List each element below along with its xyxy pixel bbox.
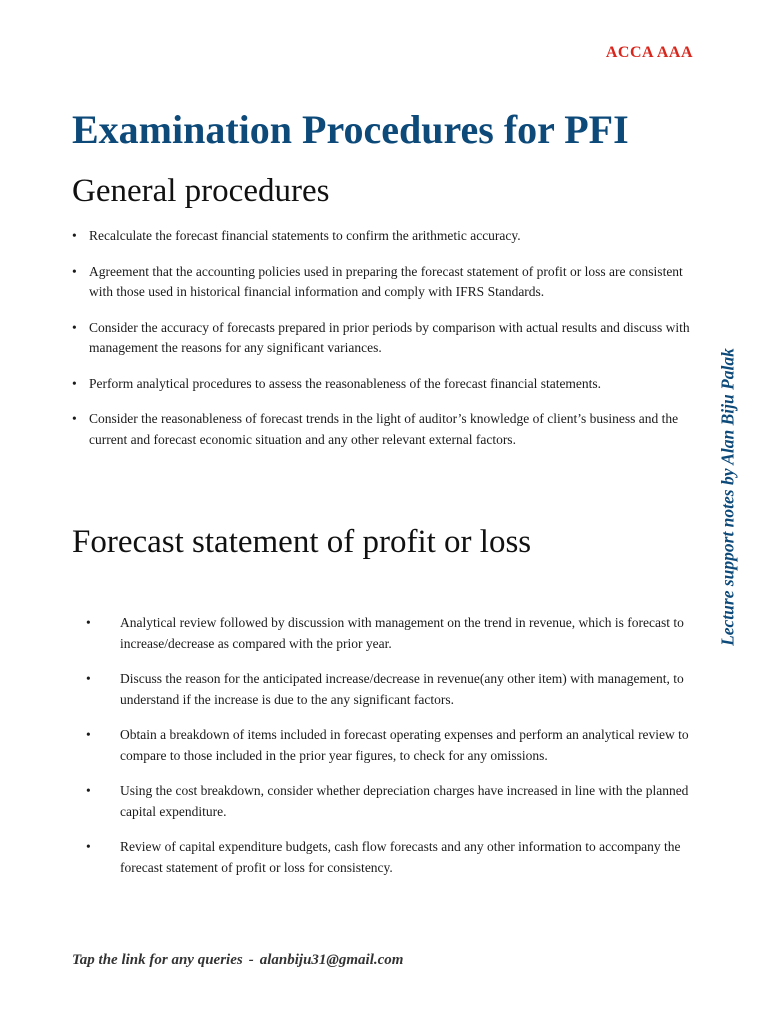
bullet-icon: • bbox=[72, 375, 77, 391]
bullet-icon: • bbox=[72, 319, 77, 335]
list-item bbox=[86, 781, 692, 822]
list-item-text: Obtain a breakdown of items included in forecast operating expenses and perform an analytical review to compare to those included in the prior year figures, to check for any omissions. bbox=[120, 727, 689, 763]
list-item bbox=[86, 837, 692, 878]
list-item bbox=[72, 409, 692, 450]
course-tag: ACCA AAA bbox=[605, 44, 693, 61]
section-heading-general: General procedures bbox=[72, 173, 330, 209]
bullet-icon: • bbox=[86, 727, 91, 742]
bullet-icon: • bbox=[86, 783, 91, 798]
list-item bbox=[72, 262, 692, 303]
page-title: Examination Procedures for PFI bbox=[72, 107, 629, 152]
footer-separator: - bbox=[248, 952, 254, 968]
bullet-icon: • bbox=[86, 615, 91, 630]
list-item-text: Consider the reasonableness of forecast trends in the light of auditor’s knowledge of client’s business and the current and forecast economic situation and any other relevant external factors. bbox=[89, 411, 679, 447]
author-side-note: Lecture support notes by Alan Biju Palak bbox=[717, 348, 738, 646]
list-item bbox=[86, 613, 692, 654]
bullet-icon: • bbox=[72, 228, 77, 243]
bullet-icon: • bbox=[86, 839, 91, 854]
contact-email-link[interactable]: alanbiju31@gmail.com bbox=[259, 952, 404, 968]
list-item-text: Consider the accuracy of forecasts prepared in prior periods by comparison with actual results and discuss with management the reasons for any significant variances. bbox=[89, 319, 690, 355]
forecast-procedures-list bbox=[86, 613, 692, 893]
bullet-icon: • bbox=[72, 263, 77, 279]
list-item bbox=[72, 374, 692, 395]
list-item-text: Discuss the reason for the anticipated increase/decrease in revenue(any other item) with management, to understand if the increase is due to the any significant factors. bbox=[120, 671, 684, 707]
list-item-text: Using the cost breakdown, consider whether depreciation charges have increased in line with the planned capital expenditure. bbox=[120, 783, 689, 819]
list-item-text: Recalculate the forecast financial statements to confirm the arithmetic accuracy. bbox=[89, 228, 521, 243]
list-item-text: Review of capital expenditure budgets, cash flow forecasts and any other information to accompany the forecast statement of profit or loss for consistency. bbox=[120, 839, 681, 875]
list-item bbox=[86, 669, 692, 710]
footer-text: Tap the link for any queries bbox=[72, 952, 243, 968]
general-procedures-list bbox=[72, 226, 692, 465]
list-item-text: Perform analytical procedures to assess the reasonableness of the forecast financial statements. bbox=[89, 375, 602, 391]
bullet-icon: • bbox=[72, 411, 77, 426]
list-item-text: Analytical review followed by discussion with management on the trend in revenue, which is forecast to increase/decrease as compared with the prior year. bbox=[120, 615, 684, 651]
list-item bbox=[86, 725, 692, 766]
list-item-text: Agreement that the accounting policies used in preparing the forecast statement of profit or loss are consistent with those used in historical financial information and comply with IFRS Standards. bbox=[89, 263, 683, 299]
footer bbox=[72, 952, 403, 969]
bullet-icon: • bbox=[86, 671, 91, 686]
list-item bbox=[72, 226, 692, 247]
list-item bbox=[72, 318, 692, 359]
section-heading-forecast: Forecast statement of profit or loss bbox=[72, 524, 532, 560]
